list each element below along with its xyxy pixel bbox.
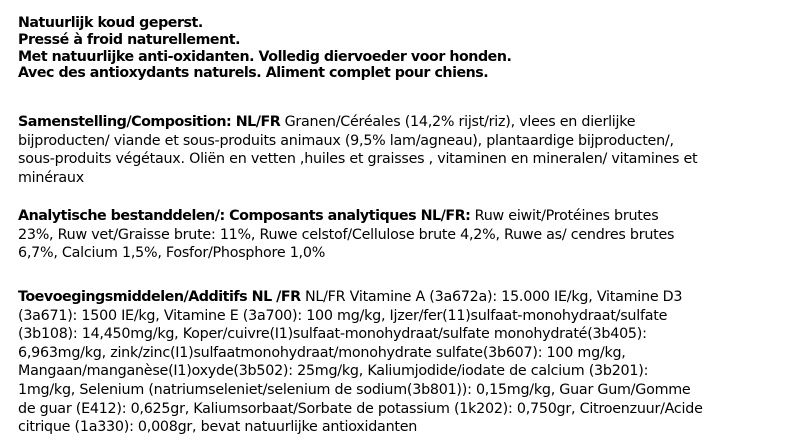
analytical-text: 6,7%, Calcium 1,5%, Fosfor/Phosphore 1,0% — [18, 245, 326, 262]
analytical-section — [18, 207, 796, 263]
additives-text: NL/FR Vitamine A (3a672a): 15.000 IE/kg, Vitamine D3 — [300, 289, 683, 305]
composition-text: sous-produits végétaux. Oliën en vetten ,huiles et graisses , vitaminen en mineralen/ vitamines et — [18, 151, 698, 168]
analytical-text: 23%, Ruw vet/Graisse brute: 11%, Ruwe celstof/Cellulose brute 4,2%, Ruwe as/ cendres brutes — [18, 226, 675, 243]
composition-first-line — [18, 113, 796, 132]
additives-heading: Toevoegingsmiddelen/Additifs NL /FR — [18, 289, 301, 305]
analytical-text: Ruw eiwit/Protéines brutes — [470, 208, 659, 224]
additives-text: citrique (1a330): 0,008gr, bevat natuurlijke antioxidanten — [18, 419, 418, 436]
intro-line: Met natuurlijke anti-oxidanten. Volledig diervoeder voor honden. — [18, 48, 512, 65]
additives-first-line — [18, 288, 796, 307]
composition-section — [18, 113, 796, 187]
analytical-first-line — [18, 207, 796, 226]
intro-line: Natuurlijk koud geperst. — [18, 15, 203, 31]
additives-text: de guar (E412): 0,625gr, Kaliumsorbaat/Sorbate de potassium (1k202): 0,750gr, Citroenzuur/Acide — [18, 400, 703, 417]
analytical-heading: Analytische bestanddelen/: Composants analytiques NL/FR: — [18, 208, 471, 224]
composition-text: Granen/Céréales (14,2% rijst/riz), vlees en dierlijke — [280, 114, 636, 130]
additives-text: (3a671): 1500 IE/kg, Vitamine E (3a700): 100 mg/kg, Ijzer/fer(11)sulfaat-monohydraat/sulfate — [18, 307, 668, 324]
composition-text: bijproducten/ viande et sous-produits animaux (9,5% lam/agneau), plantaardige bijproducten/, — [18, 132, 674, 149]
composition-text: minéraux — [18, 169, 84, 186]
additives-text: 1mg/kg, Selenium (natriumseleniet/selenium de sodium(3b801)): 0,15mg/kg, Guar Gum/Gomme — [18, 381, 691, 398]
additives-text: (3b108): 14,450mg/kg, Koper/cuivre(I1)sulfaat-monohydraat/sulfate monohydraté(3b405): — [18, 326, 647, 343]
additives-section — [18, 288, 796, 437]
additives-text: Mangaan/manganèse(I1)oxyde(3b502): 25mg/kg, Kaliumjodide/iodate de calcium (3b201): — [18, 363, 649, 380]
additives-text: 6,963mg/kg, zink/zinc(I1)sulfaatmonohydraat/monohydrate sulfate(3b607): 100 mg/kg, — [18, 344, 626, 361]
composition-heading: Samenstelling/Composition: NL/FR — [18, 114, 281, 130]
intro-block — [18, 15, 511, 82]
intro-line: Pressé à froid naturellement. — [18, 31, 241, 48]
intro-line: Avec des antioxydants naturels. Aliment complet pour chiens. — [18, 65, 489, 82]
